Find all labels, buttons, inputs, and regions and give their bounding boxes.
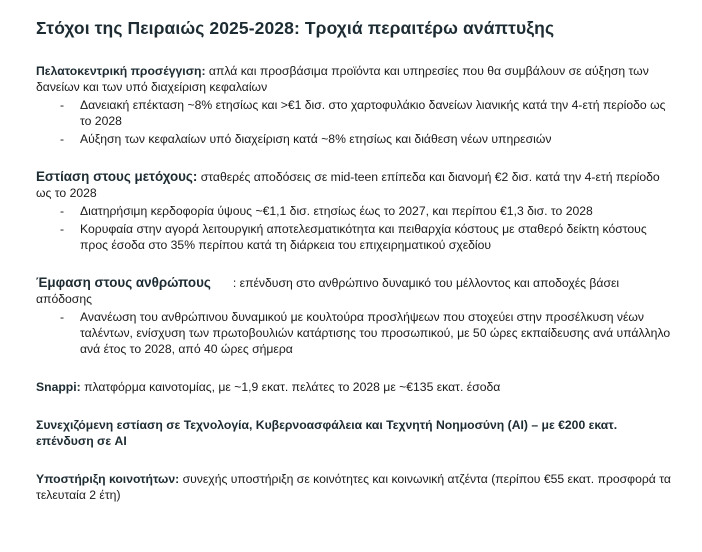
section-snappi	[36, 379, 672, 395]
bullet-marker: -	[60, 310, 65, 324]
list-item: - Ανανέωση του ανθρώπινου δυναμικού με κουλτούρα προσλήψεων που στοχεύει στην προσέλκυση νέων ταλέντων, ενίσχυση των πρωτοβουλιών κατάρτισης του προσωπικού, με 50 ώρες εκπαίδευσης ανά υπάλληλο ανά έτος το 2028, από 40 ώρες σήμερα	[60, 310, 671, 356]
page-title: Στόχοι της Πειραιώς 2025-2028: Τροχιά περαιτέρω ανάπτυξης	[36, 18, 555, 38]
section-technology	[36, 417, 672, 449]
section-heading: Εστίαση στους μετόχους:	[36, 169, 198, 184]
list-item: - Διατηρήσιμη κερδοφορία ύψους ~€1,1 δισ. ετησίως έως το 2027, και περίπου €1,3 δισ. το 2028	[60, 204, 593, 218]
bullet-list	[36, 309, 672, 357]
bullet-marker: -	[60, 132, 65, 146]
list-item: - Δανειακή επέκταση ~8% ετησίως και >€1 δισ. στο χαρτοφυλάκιο δανείων λιανικής κατά την 4-ετή περίοδο ως το 2028	[60, 98, 666, 128]
section-text: : επένδυση στο ανθρώπινο δυναμικό του μέλλοντος και αποδοχές βάσει απόδοσης	[36, 276, 620, 306]
section-heading: Συνεχιζόμενη εστίαση σε Τεχνολογία, Κυβερνοασφάλεια και Τεχνητή Νοημοσύνη (AI) – με €200 εκατ. επένδυση σε AI	[36, 418, 618, 448]
bullet-marker: -	[60, 222, 65, 236]
section-heading: Πελατοκεντρική προσέγγιση:	[36, 64, 206, 78]
bullet-list	[36, 203, 672, 253]
list-item: - Κορυφαία στην αγορά λειτουργική αποτελεσματικότητα και πειθαρχία κόστους με σταθερό δείκτη κόστους προς έσοδα στο 35% περίπου κατά τη διάρκεια του επιχειρηματικού σχεδίου	[60, 222, 647, 252]
section-text: πλατφόρμα καινοτομίας, με ~1,9 εκατ. πελάτες το 2028 με ~€135 εκατ. έσοδα	[80, 380, 501, 394]
section-customer-centric	[36, 63, 672, 147]
section-text: σταθερές αποδόσεις σε mid-teen επίπεδα και διανομή €2 δισ. κατά την 4-ετή περίοδο ως το 2028	[36, 170, 660, 200]
section-text: συνεχής υποστήριξη σε κοινότητες και κοινωνική ατζέντα (περίπου €55 εκατ. προσφορά τα τελευταία 2 έτη)	[36, 472, 671, 502]
section-heading: Έμφαση στους ανθρώπους	[36, 275, 211, 290]
bullet-marker: -	[60, 204, 65, 218]
bullet-marker: -	[60, 98, 65, 112]
section-heading: Υποστήριξη κοινοτήτων:	[36, 472, 180, 486]
list-item: - Αύξηση των κεφαλαίων υπό διαχείριση κατά ~8% ετησίως και διάθεση νέων υπηρεσιών	[60, 132, 552, 146]
section-shareholders	[36, 169, 672, 253]
section-text: απλά και προσβάσιμα προϊόντα και υπηρεσίες που θα συμβάλουν σε αύξηση των δανείων και των υπό διαχείριση κεφαλαίων	[36, 64, 649, 94]
bullet-list	[36, 97, 672, 147]
section-heading: Snappi:	[36, 380, 81, 394]
section-people	[36, 275, 672, 357]
section-community	[36, 471, 672, 503]
